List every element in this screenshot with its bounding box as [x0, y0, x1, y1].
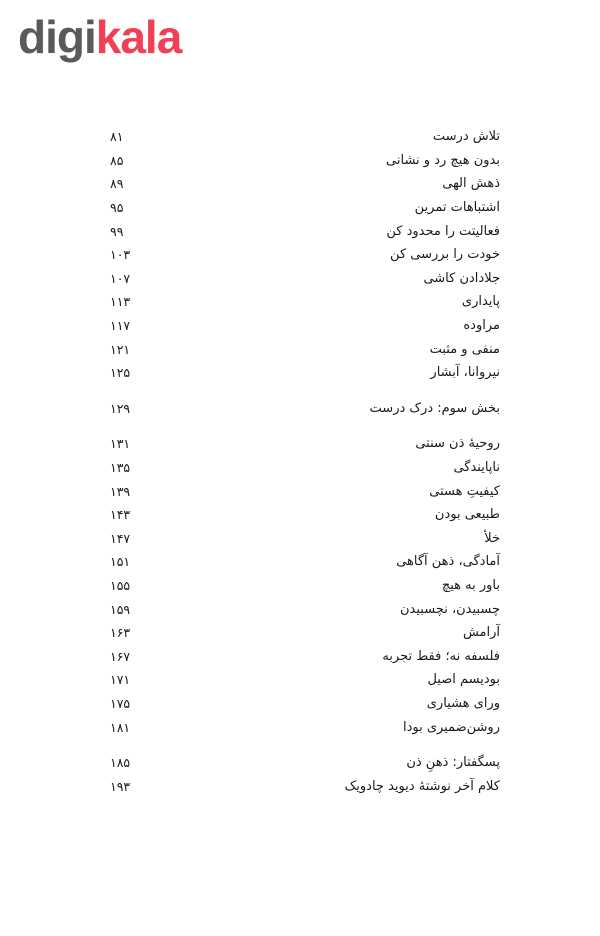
toc-title: آمادگی، ذهن آگاهی: [396, 554, 500, 570]
toc-row: [110, 621, 500, 645]
toc-title: بودیسم اصیل: [427, 672, 500, 688]
toc-row: [110, 774, 500, 798]
toc-row: [110, 337, 500, 361]
toc-row: [110, 751, 500, 775]
toc-page: ۱۳۹: [110, 483, 131, 499]
toc-row: [110, 432, 500, 456]
toc-row: [110, 267, 500, 291]
toc-title: کلام آخر نوشتهٔ دیوید چادویک: [344, 778, 500, 794]
toc-page: ۱۷۵: [110, 695, 131, 711]
table-of-contents: [110, 125, 500, 798]
toc-page: ۸۵: [110, 152, 124, 168]
toc-page: ۱۵۹: [110, 601, 131, 617]
epilogue-group: [110, 751, 500, 798]
toc-row: [110, 597, 500, 621]
logo-kala: kala: [95, 11, 182, 63]
toc-row: [110, 290, 500, 314]
toc-title: منفی و مثبت: [429, 341, 500, 357]
toc-row: [110, 503, 500, 527]
toc-page: ۹۵: [110, 200, 124, 216]
toc-page: ۹۹: [110, 223, 124, 239]
toc-page: ۱۸۱: [110, 719, 131, 735]
toc-title: تلاش درست: [432, 129, 500, 145]
toc-title: مراوده: [463, 318, 500, 334]
toc-title: کیفیتِ هستی: [429, 483, 500, 499]
section-title: بخش سوم: درک درست: [369, 400, 500, 416]
toc-title: جلادادن کاشی: [423, 270, 500, 286]
toc-title: چسبیدن، نچسبیدن: [399, 601, 500, 617]
toc-title: پایداری: [461, 294, 500, 310]
toc-row: [110, 668, 500, 692]
toc-row: [110, 644, 500, 668]
toc-page: ۱۳۱: [110, 436, 131, 452]
toc-row: [110, 692, 500, 716]
toc-row: [110, 196, 500, 220]
toc-row: [110, 479, 500, 503]
section-heading: [110, 397, 500, 421]
toc-title: خلأ: [484, 530, 500, 546]
toc-row: [110, 361, 500, 385]
toc-row: [110, 219, 500, 243]
toc-page: ۱۷۱: [110, 672, 131, 688]
toc-title: اشتباهات تمرین: [414, 200, 500, 216]
toc-page: ۱۰۳: [110, 247, 131, 263]
toc-title: روشن‌ضمیری بودا: [402, 719, 500, 735]
toc-page: ۸۱: [110, 129, 124, 145]
toc-page: ۱۶۳: [110, 625, 131, 641]
toc-page: ۱۹۳: [110, 778, 131, 794]
toc-page: ۱۲۵: [110, 365, 131, 381]
toc-row: [110, 125, 500, 149]
section-page: ۱۲۹: [110, 400, 131, 416]
toc-page: ۱۵۱: [110, 554, 131, 570]
logo-digi: digi: [18, 11, 96, 63]
toc-title: فعالیتت را محدود کن: [386, 223, 500, 239]
toc-page: ۱۵۵: [110, 577, 131, 593]
toc-title: ورای هشیاری: [426, 695, 500, 711]
toc-group-2: [110, 432, 500, 739]
toc-row: [110, 527, 500, 551]
toc-title: نیروانا، آبشار: [430, 365, 500, 381]
toc-page: ۱۲۱: [110, 341, 131, 357]
toc-row: [110, 574, 500, 598]
toc-title: روحیهٔ ذن سنتی: [415, 436, 500, 452]
toc-row: [110, 456, 500, 480]
toc-title: بدون هیچ رد و نشانی: [386, 152, 500, 168]
toc-title: خودت را بررسی کن: [390, 247, 500, 263]
toc-page: ۱۶۷: [110, 648, 131, 664]
toc-page: ۱۴۷: [110, 530, 131, 546]
toc-page: ۱۱۳: [110, 294, 131, 310]
toc-page: ۱۸۵: [110, 755, 131, 771]
toc-page: ۸۹: [110, 176, 124, 192]
toc-page: ۱۳۵: [110, 460, 131, 476]
toc-group-1: [110, 125, 500, 385]
toc-title: طبیعی بودن: [434, 507, 500, 523]
toc-title: ذهش الهی: [442, 176, 500, 192]
toc-title: پسگفتار: ذهنِ ذن: [406, 755, 500, 771]
toc-row: [110, 314, 500, 338]
toc-title: باور به هیچ: [441, 577, 500, 593]
toc-row: [110, 550, 500, 574]
toc-row: [110, 149, 500, 173]
toc-page: ۱۱۷: [110, 318, 131, 334]
toc-page: ۱۴۳: [110, 507, 131, 523]
toc-title: فلسفه نه؛ فقط تجربه: [382, 648, 500, 664]
digikala-logo: [18, 11, 182, 63]
toc-row: [110, 172, 500, 196]
toc-row: [110, 715, 500, 739]
toc-title: ناپایندگی: [453, 460, 500, 476]
toc-row: [110, 243, 500, 267]
toc-title: آرامش: [462, 625, 500, 641]
toc-page: ۱۰۷: [110, 270, 131, 286]
